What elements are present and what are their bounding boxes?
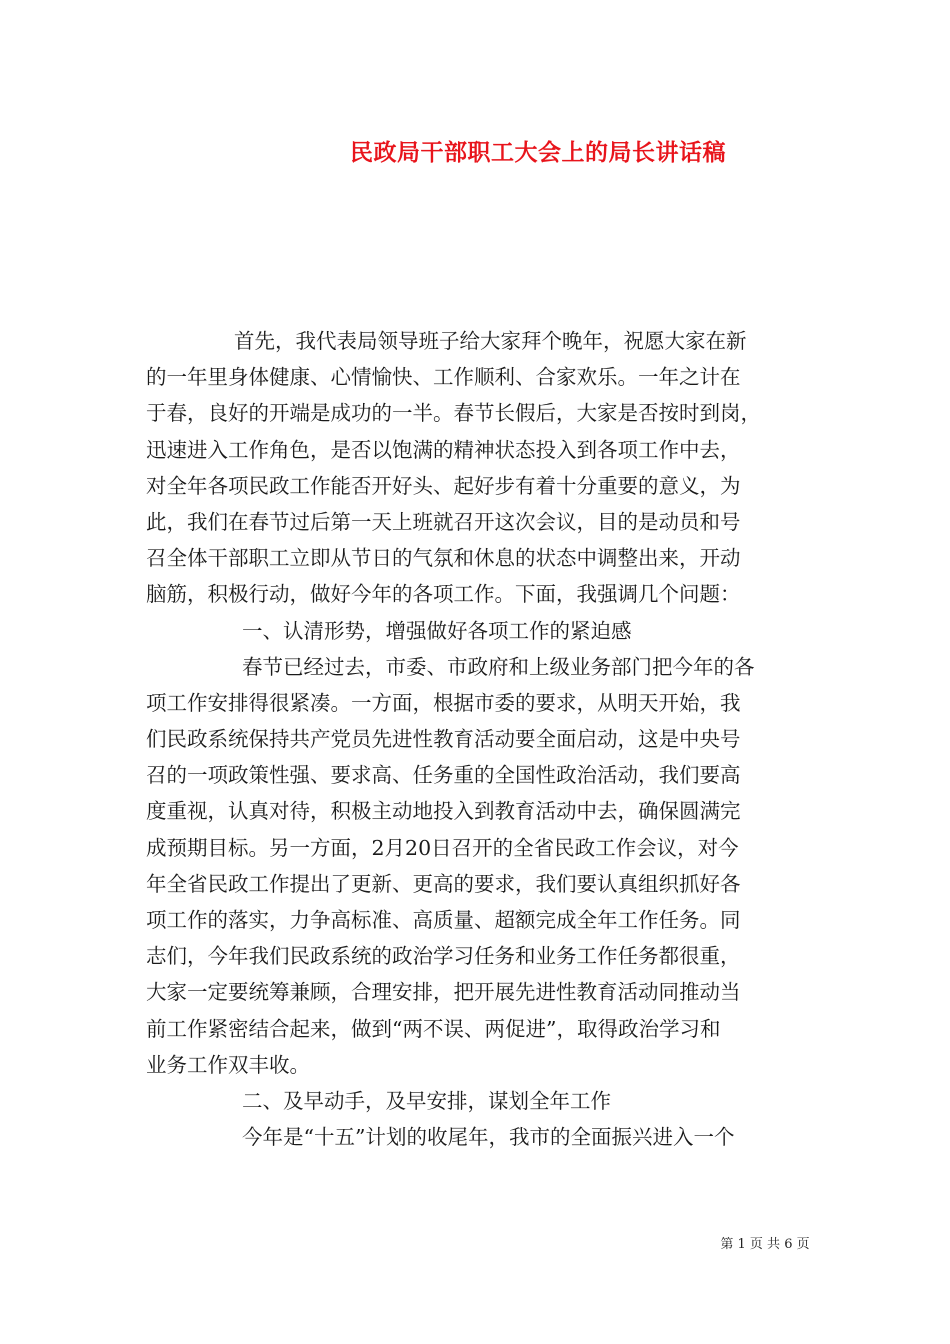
body-line: 对全年各项民政工作能否开好头、起好步有着十分重要的意义，为 — [146, 473, 741, 498]
body-line: 春节已经过去，市委、市政府和上级业务部门把今年的各 — [242, 654, 755, 679]
body-line: 大家一定要统筹兼顾，合理安排，把开展先进性教育活动同推动当 — [146, 980, 741, 1005]
body-line: 此，我们在春节过后第一天上班就召开这次会议，目的是动员和号 — [146, 509, 741, 534]
document-title: 民政局干部职工大会上的局长讲话稿 — [350, 139, 726, 166]
body-line: 脑筋，积极行动，做好今年的各项工作。下面，我强调几个问题： — [146, 582, 741, 607]
section-heading: 二、及早动手，及早安排，谋划全年工作 — [242, 1088, 611, 1113]
body-line: 们民政系统保持共产党员先进性教育活动要全面启动，这是中央号 — [146, 727, 741, 752]
section-heading: 一、认清形势，增强做好各项工作的紧迫感 — [242, 618, 632, 643]
body-line: 迅速进入工作角色，是否以饱满的精神状态投入到各项工作中去， — [146, 437, 741, 462]
document-body — [146, 323, 821, 1155]
body-line: 年全省民政工作提出了更新、更高的要求，我们要认真组织抓好各 — [146, 871, 741, 896]
body-line: 于春，良好的开端是成功的一半。春节长假后，大家是否按时到岗， — [146, 401, 761, 426]
body-line: 召全体干部职工立即从节日的气氛和休息的状态中调整出来，开动 — [146, 546, 741, 571]
body-line: 成预期目标。另一方面，2月20日召开的全省民政工作会议，对今 — [146, 835, 739, 860]
body-line: 今年是“十五”计划的收尾年，我市的全面振兴进入一个 — [242, 1125, 735, 1150]
body-line: 度重视，认真对待，积极主动地投入到教育活动中去，确保圆满完 — [146, 799, 741, 824]
body-line: 召的一项政策性强、要求高、任务重的全国性政治活动，我们要高 — [146, 763, 741, 788]
body-line: 首先，我代表局领导班子给大家拜个晚年，祝愿大家在新 — [234, 329, 747, 353]
body-line: 志们，今年我们民政系统的政治学习任务和业务工作任务都很重， — [146, 944, 741, 969]
body-line: 业务工作双丰收。 — [146, 1052, 310, 1077]
page-number: 第 1 页 共 6 页 — [720, 1237, 810, 1252]
body-line: 项工作的落实，力争高标准、高质量、超额完成全年工作任务。同 — [146, 908, 741, 932]
body-line: 的一年里身体健康、心情愉快、工作顺利、合家欢乐。一年之计在 — [146, 365, 741, 390]
body-line: 前工作紧密结合起来，做到“两不误、两促进”，取得政治学习和 — [146, 1016, 721, 1041]
body-line: 项工作安排得很紧凑。一方面，根据市委的要求，从明天开始，我 — [146, 690, 741, 715]
